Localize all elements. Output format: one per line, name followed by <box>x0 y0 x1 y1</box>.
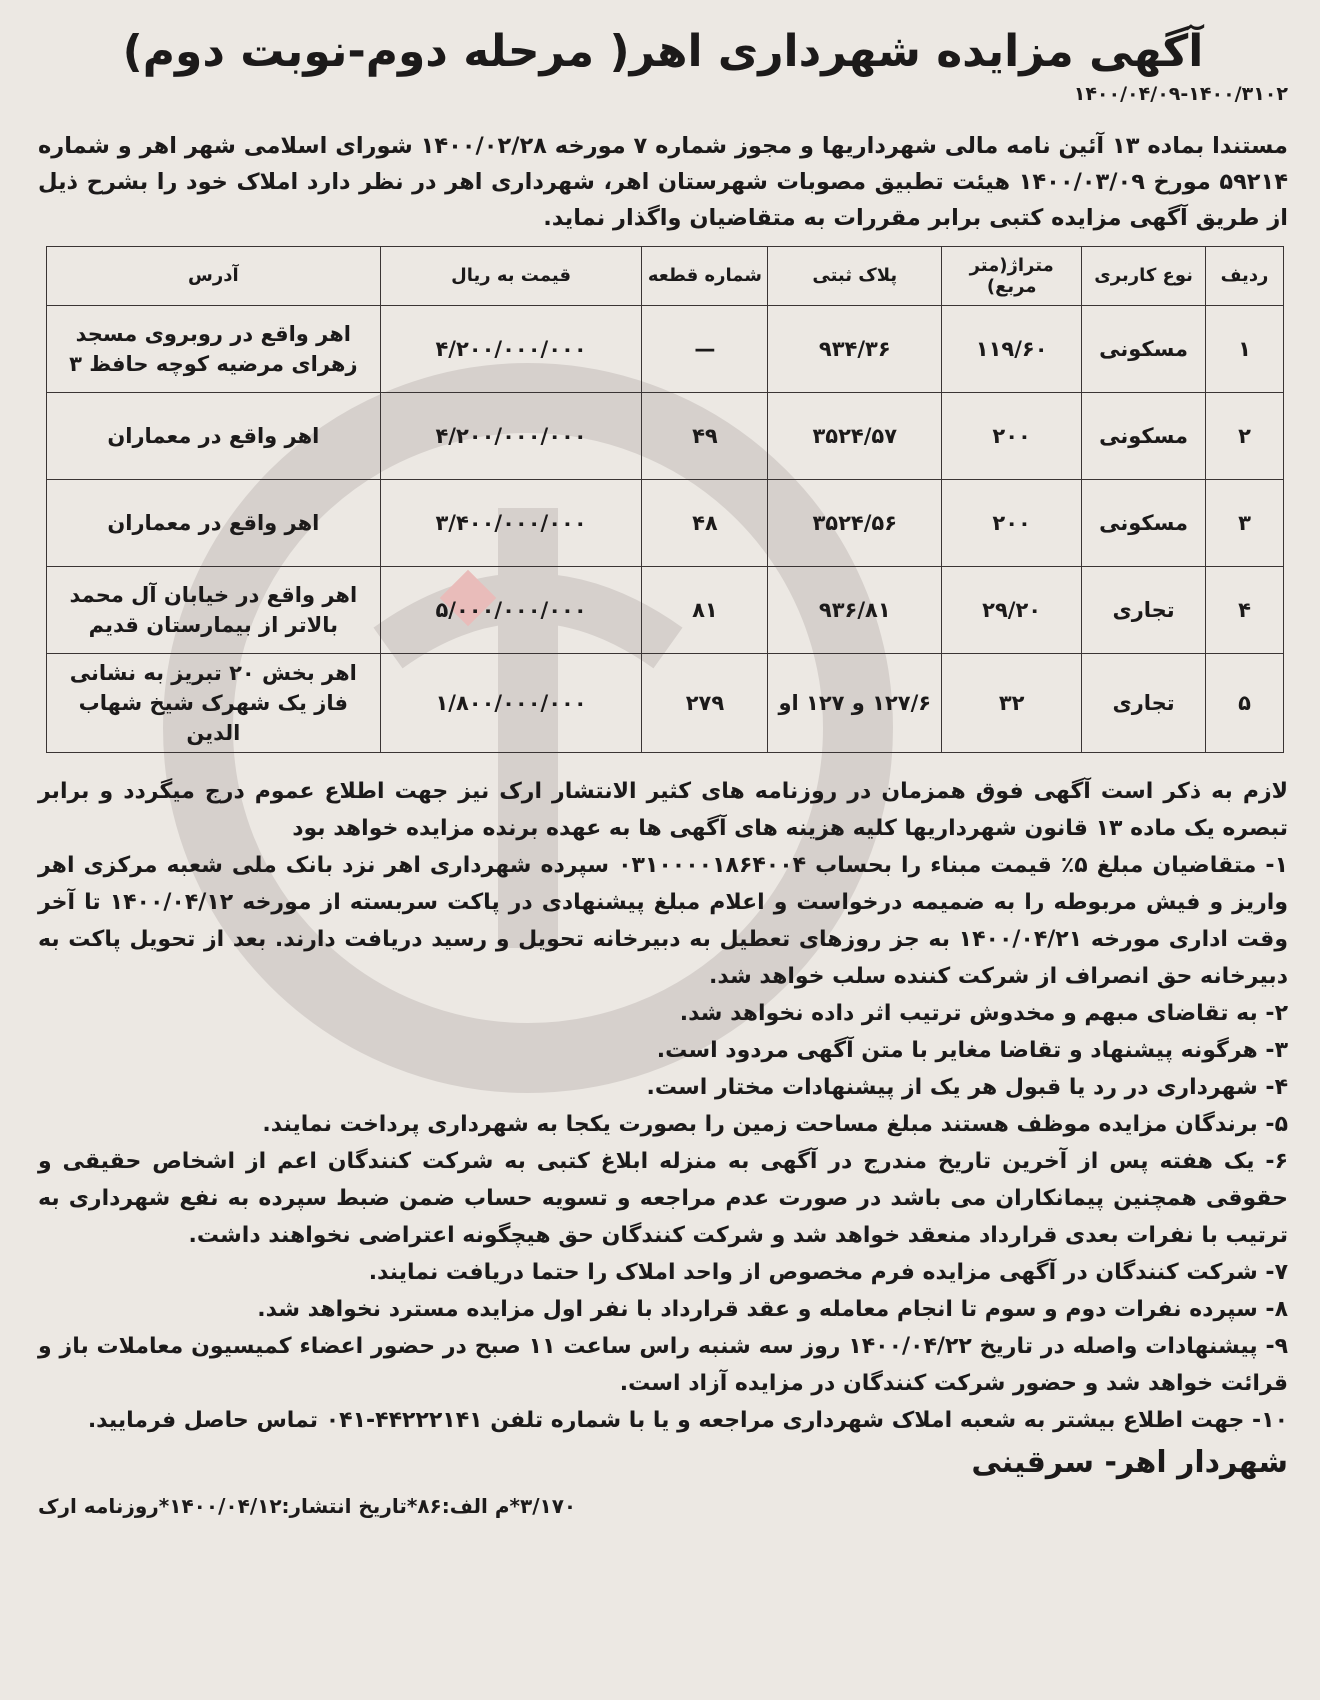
table-row <box>47 392 1284 479</box>
property-table <box>46 246 1284 753</box>
condition-item: ۲- به تقاضای مبهم و مخدوش ترتیب اثر داده نخواهد شد. <box>679 1000 1288 1026</box>
condition-item: ۴- شهرداری در رد یا قبول هر یک از پیشنهادات مختار است. <box>646 1074 1288 1100</box>
condition-item: ۳- هرگونه پیشنهاد و تقاضا مغایر با متن آگهی مردود است. <box>656 1037 1288 1063</box>
cell-plate: ۳۵۲۴/۵۷ <box>768 392 942 479</box>
cell-address: اهر واقع در معماران <box>47 479 381 566</box>
condition-item: ۹- پیشنهادات واصله در تاریخ ۱۴۰۰/۰۴/۲۲ روز سه شنبه راس ساعت ۱۱ صبح در حضور اعضاء کمیسیون معاملات باز و قرائت خواهد شد و حضور شرکت کنندگان در مزایده آزاد است. <box>38 1333 1289 1396</box>
cell-address: اهر واقع در معماران <box>47 392 381 479</box>
header-row-number: ردیف <box>1206 246 1284 305</box>
cell-usage: تجاری <box>1082 566 1206 653</box>
cell-usage: تجاری <box>1082 653 1206 752</box>
cell-plate: ۱۲۷/۶ و ۱۲۷ او <box>768 653 942 752</box>
cell-lot: ۲۷۹ <box>642 653 768 752</box>
header-lot: شماره قطعه <box>642 246 768 305</box>
conditions-section <box>38 773 1288 1439</box>
cell-row-number: ۲ <box>1206 392 1284 479</box>
notice-title: آگهی مزایده شهرداری اهر( مرحله دوم-نوبت دوم) <box>122 26 1204 77</box>
cell-price: ۱/۸۰۰/۰۰۰/۰۰۰ <box>380 653 642 752</box>
cell-area: ۲۰۰ <box>942 392 1082 479</box>
cell-address: اهر واقع در خیابان آل محمد بالاتر از بیمارستان قدیم <box>47 566 381 653</box>
table-row <box>47 479 1284 566</box>
cell-row-number: ۵ <box>1206 653 1284 752</box>
intro-paragraph: مستندا بماده ۱۳ آئین نامه مالی شهرداریها و مجوز شماره ۷ مورخه ۱۴۰۰/۰۲/۲۸ شورای اسلامی شهر اهر و شماره ۵۹۲۱۴ مورخ ۱۴۰۰/۰۳/۰۹ هیئت تطبیق مصوبات شهرستان اهر، شهرداری اهر در نظر دارد املاک خود را بشرح ذیل از طریق آگهی مزایده کتبی برابر مقررات به متقاضیان واگذار نماید. <box>38 132 1289 231</box>
cell-plate: ۹۳۶/۸۱ <box>768 566 942 653</box>
header-price: قیمت به ریال <box>380 246 642 305</box>
cell-plate: ۳۵۲۴/۵۶ <box>768 479 942 566</box>
header-address: آدرس <box>47 246 381 305</box>
cell-area: ۱۱۹/۶۰ <box>942 305 1082 392</box>
cell-area: ۲۰۰ <box>942 479 1082 566</box>
cell-price: ۵/۰۰۰/۰۰۰/۰۰۰ <box>380 566 642 653</box>
cell-price: ۳/۴۰۰/۰۰۰/۰۰۰ <box>380 479 642 566</box>
cell-address: اهر بخش ۲۰ تبریز به نشانی فاز یک شهرک شیخ شهاب الدین <box>47 653 381 752</box>
notice-paragraph: لازم به ذکر است آگهی فوق همزمان در روزنامه های کثیر الانتشار ارک نیز جهت اطلاع عموم درج میگردد و برابر تبصره یک ماده ۱۳ قانون شهرداریها کلیه هزینه های آگهی ها به عهده برنده مزایده خواهد بود <box>38 778 1288 841</box>
cell-usage: مسکونی <box>1082 479 1206 566</box>
table-header-row <box>47 246 1284 305</box>
header-plate: پلاک ثبتی <box>768 246 942 305</box>
cell-lot: ۴۸ <box>642 479 768 566</box>
cell-lot: ۴۹ <box>642 392 768 479</box>
publication-footer: ۳/۱۷۰*م الف:۸۶*تاریخ انتشار:۱۴۰۰/۰۴/۱۲*روزنامه ارک <box>38 1493 577 1518</box>
condition-item: ۶- یک هفته پس از آخرین تاریخ مندرج در آگهی به منزله ابلاغ کتبی به شرکت کنندگان اعم از اشخاص حقیقی و حقوقی همچنین پیمانکاران می باشد در صورت عدم مراجعه و تسویه حساب ضمن ضبط سپرده به نفع شهرداری به ترتیب با نفرات بعدی قرارداد منعقد خواهد شد و شرکت کنندگان حق هیچگونه اعتراضی نخواهند داشت. <box>38 1148 1288 1248</box>
auction-notice <box>38 18 1288 1678</box>
mayor-signature: شهردار اهر- سرقینی <box>971 1444 1288 1480</box>
cell-plate: ۹۳۴/۳۶ <box>768 305 942 392</box>
cell-row-number: ۱ <box>1206 305 1284 392</box>
cell-price: ۴/۲۰۰/۰۰۰/۰۰۰ <box>380 392 642 479</box>
cell-usage: مسکونی <box>1082 305 1206 392</box>
header-usage: نوع کاربری <box>1082 246 1206 305</box>
cell-lot: — <box>642 305 768 392</box>
cell-lot: ۸۱ <box>642 566 768 653</box>
condition-item: ۵- برندگان مزایده موظف هستند مبلغ مساحت زمین را بصورت یکجا به شهرداری پرداخت نمایند. <box>262 1111 1288 1137</box>
cell-price: ۴/۲۰۰/۰۰۰/۰۰۰ <box>380 305 642 392</box>
condition-item: ۱۰- جهت اطلاع بیشتر به شعبه املاک شهرداری مراجعه و یا با شماره تلفن ۴۴۲۲۲۱۴۱-۰۴۱ تماس حاصل فرمایید. <box>87 1407 1288 1433</box>
condition-item: ۸- سپرده نفرات دوم و سوم تا انجام معامله و عقد قرارداد با نفر اول مزایده مسترد نخواهد شد. <box>257 1296 1288 1322</box>
table-row <box>47 305 1284 392</box>
cell-area: ۲۹/۲۰ <box>942 566 1082 653</box>
condition-item: ۷- شرکت کنندگان در آگهی مزایده فرم مخصوص از واحد املاک را حتما دریافت نمایند. <box>368 1259 1288 1285</box>
cell-row-number: ۴ <box>1206 566 1284 653</box>
condition-item: ۱- متقاضیان مبلغ ۵٪ قیمت مبناء را بحساب ۰۳۱۰۰۰۰۱۸۶۴۰۰۴ سپرده شهرداری اهر نزد بانک ملی شعبه مرکزی اهر واریز و فیش مربوطه را به ضمیمه درخواست و اعلام مبلغ پیشنهادی در پاکت سربسته از مورخه ۱۴۰۰/۰۴/۱۲ تا آخر وقت اداری مورخه ۱۴۰۰/۰۴/۲۱ به جز روزهای تعطیل به دبیرخانه تحویل و رسید دریافت دارند. بعد از تحویل پاکت به دبیرخانه حق انصراف از شرکت کننده سلب خواهد شد. <box>38 852 1289 989</box>
table-row <box>47 566 1284 653</box>
reference-number: ۱۴۰۰/۰۴/۰۹-۱۴۰۰/۳۱۰۲ <box>1073 83 1288 105</box>
header-area: متراژ(متر مربع) <box>942 246 1082 305</box>
cell-address: اهر واقع در روبروی مسجد زهرای مرضیه کوچه حافظ ۳ <box>47 305 381 392</box>
cell-area: ۳۲ <box>942 653 1082 752</box>
cell-usage: مسکونی <box>1082 392 1206 479</box>
table-row <box>47 653 1284 752</box>
cell-row-number: ۳ <box>1206 479 1284 566</box>
